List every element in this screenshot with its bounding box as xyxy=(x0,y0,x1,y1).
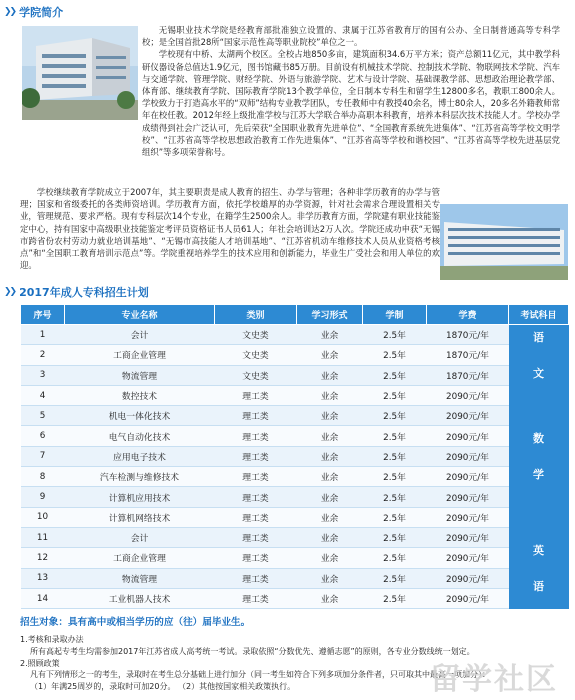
cell-tuition: 2090元/年 xyxy=(427,467,509,487)
cell-category: 理工类 xyxy=(215,487,297,507)
exam-subject-char: 语 xyxy=(533,331,544,345)
cell-exam-subject xyxy=(509,527,569,608)
cell-major: 会计 xyxy=(65,527,215,547)
note-1-text: 所有高起专考生均需参加2017年江苏省成人高考统一考试。录取依照“分数优先、遵循志愿”的原则，各专业分数线统一划定。 xyxy=(30,646,475,656)
cell-study-form: 业余 xyxy=(297,588,363,608)
table-row xyxy=(21,588,569,608)
cell-tuition: 1870元/年 xyxy=(427,365,509,385)
cell-index: 12 xyxy=(21,548,65,568)
cell-tuition: 2090元/年 xyxy=(427,548,509,568)
cell-category: 文史类 xyxy=(215,365,297,385)
cell-study-form: 业余 xyxy=(297,325,363,345)
section-title-intro-text: 学院简介 xyxy=(19,6,64,19)
watermark-logo: 留学社区 xyxy=(430,662,558,697)
cell-tuition: 2090元/年 xyxy=(427,406,509,426)
cell-index: 11 xyxy=(21,527,65,547)
note-2-text: 凡有下列情形之一的考生，录取时在考生总分基础上进行加分（同一考生如符合下列多项加分条件者，只可取其中最高一项加分）： xyxy=(30,670,490,680)
cell-category: 文史类 xyxy=(215,325,297,345)
cell-duration: 2.5年 xyxy=(363,588,427,608)
header-category: 类别 xyxy=(215,305,297,325)
cell-study-form: 业余 xyxy=(297,365,363,385)
cell-category: 理工类 xyxy=(215,406,297,426)
cell-duration: 2.5年 xyxy=(363,467,427,487)
cell-major: 应用电子技术 xyxy=(65,446,215,466)
header-exam-subjects: 考试科目 xyxy=(509,305,569,325)
cell-duration: 2.5年 xyxy=(363,527,427,547)
cell-category: 理工类 xyxy=(215,507,297,527)
section-title-intro xyxy=(4,4,63,20)
cell-index: 3 xyxy=(21,365,65,385)
table-row xyxy=(21,568,569,588)
intro-paragraph-3: 学校继续教育学院成立于2007年，其主要职责是成人教育的招生、办学与管理；各种非学历教育的办学与管理；国家和省级委托的各类师资培训。学历教育方面，依托学校雄厚的办学资源，针对社会需求合理设置相关专业，管理规范、要求严格。现有专科层次14个专业，在籍学生2500余人。非学历教育方面，学院建有职业技能鉴定中心，持有国家中高级职业技能鉴定考评员资格证书人员61人；年社会培训达2万人次。学院还成功申获“无锡市跨省份农村劳动力就业培训基地”、“无锡市高技能人才培训基地”、“江苏省机动车维修技术人员从业资格考核点”和“全国职工教育培训示范点”等。学院重视培养学生的技术应用和创新能力，毕业生广受社会和用人单位的欢迎。 xyxy=(20,187,440,271)
cell-tuition: 2090元/年 xyxy=(427,426,509,446)
cell-index: 6 xyxy=(21,426,65,446)
cell-index: 1 xyxy=(21,325,65,345)
cell-index: 13 xyxy=(21,568,65,588)
cell-duration: 2.5年 xyxy=(363,548,427,568)
cell-study-form: 业余 xyxy=(297,426,363,446)
cell-tuition: 1870元/年 xyxy=(427,325,509,345)
table-row xyxy=(21,527,569,547)
exam-subject-char: 学 xyxy=(533,468,544,482)
cell-study-form: 业余 xyxy=(297,507,363,527)
cell-major: 数控技术 xyxy=(65,385,215,405)
cell-study-form: 业余 xyxy=(297,385,363,405)
cell-category: 理工类 xyxy=(215,446,297,466)
table-row xyxy=(21,487,569,507)
cell-category: 文史类 xyxy=(215,345,297,365)
cell-tuition: 2090元/年 xyxy=(427,588,509,608)
double-chevron-icon: ❯❯ xyxy=(4,7,16,17)
note-2-title: 2.照顾政策 xyxy=(20,658,60,668)
double-chevron-icon: ❯❯ xyxy=(4,287,16,297)
cell-duration: 2.5年 xyxy=(363,325,427,345)
header-major: 专业名称 xyxy=(65,305,215,325)
cell-index: 4 xyxy=(21,385,65,405)
cell-study-form: 业余 xyxy=(297,527,363,547)
cell-study-form: 业余 xyxy=(297,487,363,507)
cell-duration: 2.5年 xyxy=(363,507,427,527)
cell-study-form: 业余 xyxy=(297,406,363,426)
cell-duration: 2.5年 xyxy=(363,365,427,385)
table-row xyxy=(21,467,569,487)
cell-study-form: 业余 xyxy=(297,467,363,487)
campus-photo-long-building xyxy=(440,204,568,280)
cell-duration: 2.5年 xyxy=(363,426,427,446)
cell-index: 9 xyxy=(21,487,65,507)
cell-index: 14 xyxy=(21,588,65,608)
cell-major: 物流管理 xyxy=(65,365,215,385)
note-2-items: （1）年满25周岁的，录取时可加20分。 （2）其他按国家相关政策执行。 xyxy=(30,682,296,692)
cell-exam-subject xyxy=(509,385,569,527)
cell-index: 10 xyxy=(21,507,65,527)
table-row xyxy=(21,345,569,365)
cell-major: 汽车检测与维修技术 xyxy=(65,467,215,487)
table-row xyxy=(21,446,569,466)
cell-exam-subject xyxy=(509,325,569,386)
cell-tuition: 2090元/年 xyxy=(427,568,509,588)
cell-tuition: 1870元/年 xyxy=(427,345,509,365)
cell-major: 机电一体化技术 xyxy=(65,406,215,426)
table-row xyxy=(21,548,569,568)
cell-category: 理工类 xyxy=(215,548,297,568)
exam-subject-char: 文 xyxy=(533,367,544,381)
table-row xyxy=(21,406,569,426)
cell-tuition: 2090元/年 xyxy=(427,527,509,547)
table-row xyxy=(21,365,569,385)
cell-major: 工商企业管理 xyxy=(65,548,215,568)
intro-paragraph-1: 无锡职业技术学院是经教育部批准独立设置的、隶属于江苏省教育厅的国有公办、全日制普通高等专科学校；是全国首批28所“国家示范性高等职业院校”单位之一。 xyxy=(142,25,560,48)
table-row xyxy=(21,507,569,527)
cell-index: 8 xyxy=(21,467,65,487)
table-header-row xyxy=(21,305,569,325)
cell-study-form: 业余 xyxy=(297,548,363,568)
cell-duration: 2.5年 xyxy=(363,487,427,507)
table-row xyxy=(21,325,569,345)
cell-category: 理工类 xyxy=(215,588,297,608)
cell-major: 计算机网络技术 xyxy=(65,507,215,527)
cell-major: 会计 xyxy=(65,325,215,345)
cell-category: 理工类 xyxy=(215,568,297,588)
cell-category: 理工类 xyxy=(215,527,297,547)
exam-subject-char: 数 xyxy=(533,432,544,446)
header-tuition: 学费 xyxy=(427,305,509,325)
header-duration: 学制 xyxy=(363,305,427,325)
cell-index: 2 xyxy=(21,345,65,365)
cell-category: 理工类 xyxy=(215,467,297,487)
cell-major: 物流管理 xyxy=(65,568,215,588)
cell-major: 电气自动化技术 xyxy=(65,426,215,446)
exam-subject-char: 英 xyxy=(533,544,544,558)
enrollment-targets: 招生对象：具有高中或相当学历的应（往）届毕业生。 xyxy=(20,617,251,628)
intro-paragraph-2: 学校现有中桥、太湖两个校区。全校占地850多亩，建筑面积34.6万平方米；资产总额11亿元，其中教学科研仪器设备总值达1.9亿元，图书馆藏书85万册。目前设有机械技术学院、控制技术学院、物联网技术学院、汽车与交通学院、管理学院、财经学院、外语与旅游学院、艺术与设计学院、基础课教学部、思想政治理论教学部、体育部、继续教育学院、国际教育学院13个教学单位，全日制本专科生和留学生12800多名，教职工800余人。学校致力于打造高水平的“双师”结构专业教学团队，专任教师中有教授40余名，博士80余人，20多名外籍教师常年在校任教。2012年经上级批准学校与江苏大学联合举办高职本科教育，培养本科层次技术技能人才。学校办学成绩得到社会广泛认可，先后荣获“全国职业教育先进单位”、“全国教育系统先进集体”、“江苏省高等学校文明学校”、“江苏省高等学校思想政治教育工作先进集体”、“江苏省高等学校和谐校园”、“江苏省高等学校先进基层党组织”等多项荣誉称号。 xyxy=(142,49,560,158)
cell-duration: 2.5年 xyxy=(363,345,427,365)
cell-tuition: 2090元/年 xyxy=(427,487,509,507)
header-study-form: 学习形式 xyxy=(297,305,363,325)
cell-index: 7 xyxy=(21,446,65,466)
cell-duration: 2.5年 xyxy=(363,446,427,466)
cell-study-form: 业余 xyxy=(297,568,363,588)
cell-index: 5 xyxy=(21,406,65,426)
enrollment-table xyxy=(20,304,569,609)
cell-major: 计算机应用技术 xyxy=(65,487,215,507)
cell-tuition: 2090元/年 xyxy=(427,385,509,405)
cell-major: 工业机器人技术 xyxy=(65,588,215,608)
exam-subject-char: 语 xyxy=(533,580,544,594)
table-row xyxy=(21,385,569,405)
intro-text xyxy=(20,24,560,158)
note-1-title: 1.考核和录取办法 xyxy=(20,635,84,644)
cell-study-form: 业余 xyxy=(297,446,363,466)
continuing-education-text xyxy=(20,186,440,271)
cell-category: 理工类 xyxy=(215,385,297,405)
section-title-plan xyxy=(4,284,149,300)
cell-category: 理工类 xyxy=(215,426,297,446)
header-index: 序号 xyxy=(21,305,65,325)
cell-tuition: 2090元/年 xyxy=(427,507,509,527)
table-row xyxy=(21,426,569,446)
cell-study-form: 业余 xyxy=(297,345,363,365)
cell-tuition: 2090元/年 xyxy=(427,446,509,466)
cell-duration: 2.5年 xyxy=(363,406,427,426)
cell-duration: 2.5年 xyxy=(363,385,427,405)
cell-major: 工商企业管理 xyxy=(65,345,215,365)
section-title-plan-text: 2017年成人专科招生计划 xyxy=(19,286,149,299)
cell-duration: 2.5年 xyxy=(363,568,427,588)
